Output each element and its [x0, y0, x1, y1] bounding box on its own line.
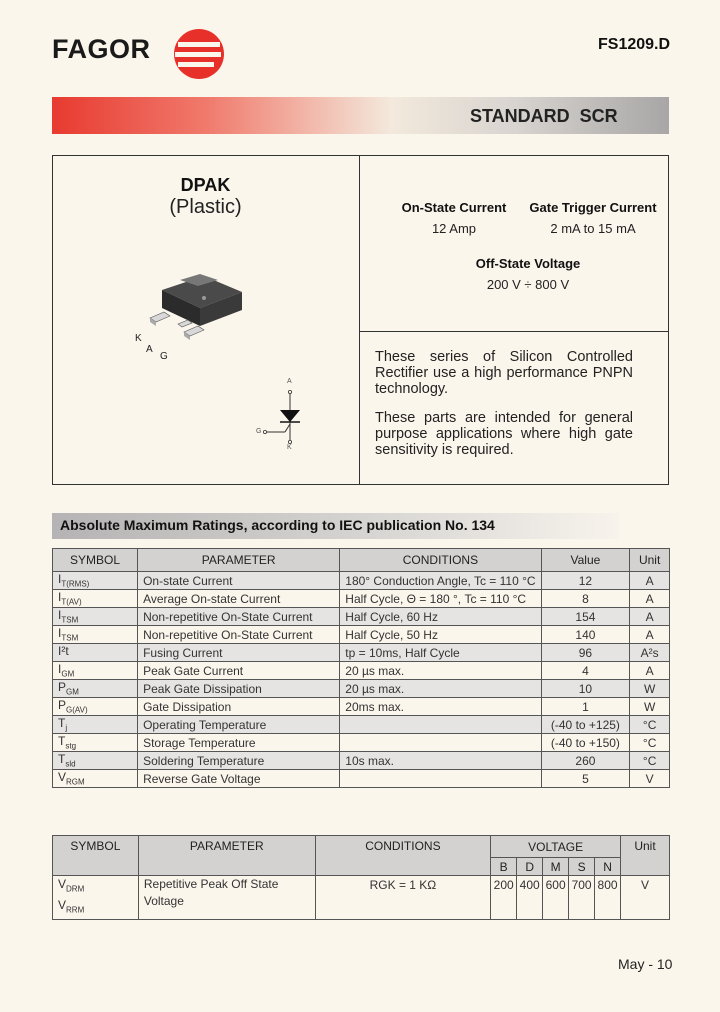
- conditions-cell: Half Cycle, 60 Hz: [340, 608, 541, 626]
- table-row: [53, 716, 670, 734]
- parameter-cell: Average On-state Current: [138, 590, 340, 608]
- unit-cell: °C: [630, 716, 670, 734]
- conditions-cell: [340, 716, 541, 734]
- ratings-section-title: Absolute Maximum Ratings, according to IEC publication No. 134: [60, 517, 495, 533]
- table-row: [53, 590, 670, 608]
- footer-date: May - 10: [618, 956, 673, 972]
- header-unit: Unit: [630, 549, 670, 572]
- symbol-cell: $P_{GM}$: [53, 680, 138, 698]
- unit-cell: A: [630, 662, 670, 680]
- vparameter-cell: Repetitive Peak Off State Voltage: [138, 876, 315, 920]
- banner-title: STANDARD SCR: [470, 106, 618, 126]
- gate-trigger-current-label: Gate Trigger Current: [529, 200, 657, 215]
- symbol-cell: $T_{sld}$: [53, 752, 138, 770]
- grade-s: S: [569, 858, 595, 876]
- table-row: [53, 752, 670, 770]
- symbol-cell: $I_{T(AV)}$: [53, 590, 138, 608]
- conditions-cell: Half Cycle, 50 Hz: [340, 626, 541, 644]
- unit-cell: A²s: [630, 644, 670, 662]
- description-paragraph-1: These series of Silicon Controlled Rectifier use a high performance PNPN technology.: [375, 349, 633, 397]
- header-symbol: SYMBOL: [53, 549, 138, 572]
- symbol-cell: $P_{G(AV)}$: [53, 698, 138, 716]
- value-cell: 140: [541, 626, 630, 644]
- unit-cell: W: [630, 698, 670, 716]
- pin-label-a: A: [146, 344, 153, 355]
- parameter-cell: Non-repetitive On-State Current: [138, 626, 340, 644]
- symbol-cell: $I_{T(RMS)}$: [53, 572, 138, 590]
- voltage-data-row: [53, 876, 670, 920]
- table-row: [53, 698, 670, 716]
- unit-cell: A: [630, 626, 670, 644]
- table-row: [53, 734, 670, 752]
- symbol-cell: $I_{TSM}$: [53, 626, 138, 644]
- value-cell: 96: [541, 644, 630, 662]
- absolute-ratings-table: [52, 548, 670, 788]
- conditions-cell: tp = 10ms, Half Cycle: [340, 644, 541, 662]
- parameter-cell: Storage Temperature: [138, 734, 340, 752]
- table-row: [53, 608, 670, 626]
- pin-label-g: G: [160, 351, 168, 362]
- grade-m: M: [543, 858, 569, 876]
- value-cell: 12: [541, 572, 630, 590]
- conditions-cell: 10s max.: [340, 752, 541, 770]
- conditions-cell: 20 µs max.: [340, 680, 541, 698]
- voltage-m: 600: [543, 876, 569, 920]
- fagor-logo-icon: [170, 28, 228, 80]
- on-state-current-label: On-State Current: [401, 200, 507, 215]
- gate-trigger-current-value: 2 mA to 15 mA: [550, 221, 636, 236]
- parameter-cell: Peak Gate Current: [138, 662, 340, 680]
- parameter-cell: Operating Temperature: [138, 716, 340, 734]
- voltage-header-row: [53, 836, 670, 858]
- parameter-cell: Fusing Current: [138, 644, 340, 662]
- value-cell: 5: [541, 770, 630, 788]
- vheader-parameter: PARAMETER: [138, 836, 315, 876]
- symbol-cell: $T_{stg}$: [53, 734, 138, 752]
- vsymbol-cell: $V_{DRM}$ $V_{RRM}$: [53, 876, 139, 920]
- table-row: [53, 626, 670, 644]
- parameter-cell: Gate Dissipation: [138, 698, 340, 716]
- conditions-cell: 20ms max.: [340, 698, 541, 716]
- header-parameter: PARAMETER: [138, 549, 340, 572]
- parameter-cell: Reverse Gate Voltage: [138, 770, 340, 788]
- vheader-conditions: CONDITIONS: [315, 836, 491, 876]
- off-state-voltage-label: Off-State Voltage: [475, 256, 581, 271]
- unit-cell: A: [630, 590, 670, 608]
- symbol-cell: $I_{GM}$: [53, 662, 138, 680]
- table-row: [53, 572, 670, 590]
- package-material: (Plastic): [169, 196, 242, 218]
- symbol-cell: $T_j$: [53, 716, 138, 734]
- brand-logo-text: FAGOR: [52, 34, 151, 64]
- grade-n: N: [595, 858, 621, 876]
- vconditions-cell: RGK = 1 KΩ: [315, 876, 491, 920]
- voltage-grade-table: [52, 835, 670, 920]
- parameter-cell: Non-repetitive On-State Current: [138, 608, 340, 626]
- value-cell: 1: [541, 698, 630, 716]
- unit-cell: A: [630, 608, 670, 626]
- unit-cell: °C: [630, 752, 670, 770]
- symbol-cell: $V_{RGM}$: [53, 770, 138, 788]
- symbol-cell: $I_{TSM}$: [53, 608, 138, 626]
- table-header-row: [53, 549, 670, 572]
- unit-cell: V: [630, 770, 670, 788]
- parameter-cell: Soldering Temperature: [138, 752, 340, 770]
- header-value: Value: [541, 549, 630, 572]
- vheader-symbol: SYMBOL: [53, 836, 139, 876]
- table-row: [53, 644, 670, 662]
- package-name: DPAK: [180, 175, 231, 195]
- symbol-cathode-label: K: [287, 444, 292, 451]
- scr-symbol-icon: [255, 380, 305, 455]
- unit-cell: A: [630, 572, 670, 590]
- symbol-cell: I²t: [53, 644, 138, 662]
- voltage-s: 700: [569, 876, 595, 920]
- vheader-unit: Unit: [621, 836, 670, 876]
- off-state-voltage-value: 200 V ÷ 800 V: [486, 277, 570, 292]
- value-cell: 10: [541, 680, 630, 698]
- table-row: [53, 770, 670, 788]
- value-cell: (-40 to +150): [541, 734, 630, 752]
- summary-divider-vertical: [359, 155, 360, 485]
- vunit-cell: V: [621, 876, 670, 920]
- conditions-cell: 20 µs max.: [340, 662, 541, 680]
- parameter-cell: On-state Current: [138, 572, 340, 590]
- table-row: [53, 680, 670, 698]
- dpak-package-icon: [140, 268, 260, 348]
- voltage-n: 800: [595, 876, 621, 920]
- value-cell: 8: [541, 590, 630, 608]
- voltage-b: 200: [491, 876, 517, 920]
- parameter-cell: Peak Gate Dissipation: [138, 680, 340, 698]
- conditions-cell: [340, 770, 541, 788]
- value-cell: 4: [541, 662, 630, 680]
- vheader-voltage: VOLTAGE: [491, 836, 621, 858]
- value-cell: 154: [541, 608, 630, 626]
- conditions-cell: Half Cycle, Θ = 180 °, Tc = 110 °C: [340, 590, 541, 608]
- header-conditions: CONDITIONS: [340, 549, 541, 572]
- symbol-gate-label: G: [256, 428, 262, 435]
- value-cell: (-40 to +125): [541, 716, 630, 734]
- grade-d: D: [517, 858, 543, 876]
- symbol-anode-label: A: [287, 378, 292, 385]
- pin-label-k: K: [135, 333, 142, 344]
- document-id: FS1209.D: [598, 36, 671, 53]
- conditions-cell: 180° Conduction Angle, Tc = 110 °C: [340, 572, 541, 590]
- description-paragraph-2: These parts are intended for general purpose applications where high gate sensitivity is required.: [375, 410, 633, 458]
- voltage-d: 400: [517, 876, 543, 920]
- unit-cell: W: [630, 680, 670, 698]
- grade-b: B: [491, 858, 517, 876]
- table-row: [53, 662, 670, 680]
- unit-cell: °C: [630, 734, 670, 752]
- summary-divider-horizontal: [359, 331, 669, 332]
- on-state-current-value: 12 Amp: [431, 221, 477, 236]
- conditions-cell: [340, 734, 541, 752]
- value-cell: 260: [541, 752, 630, 770]
